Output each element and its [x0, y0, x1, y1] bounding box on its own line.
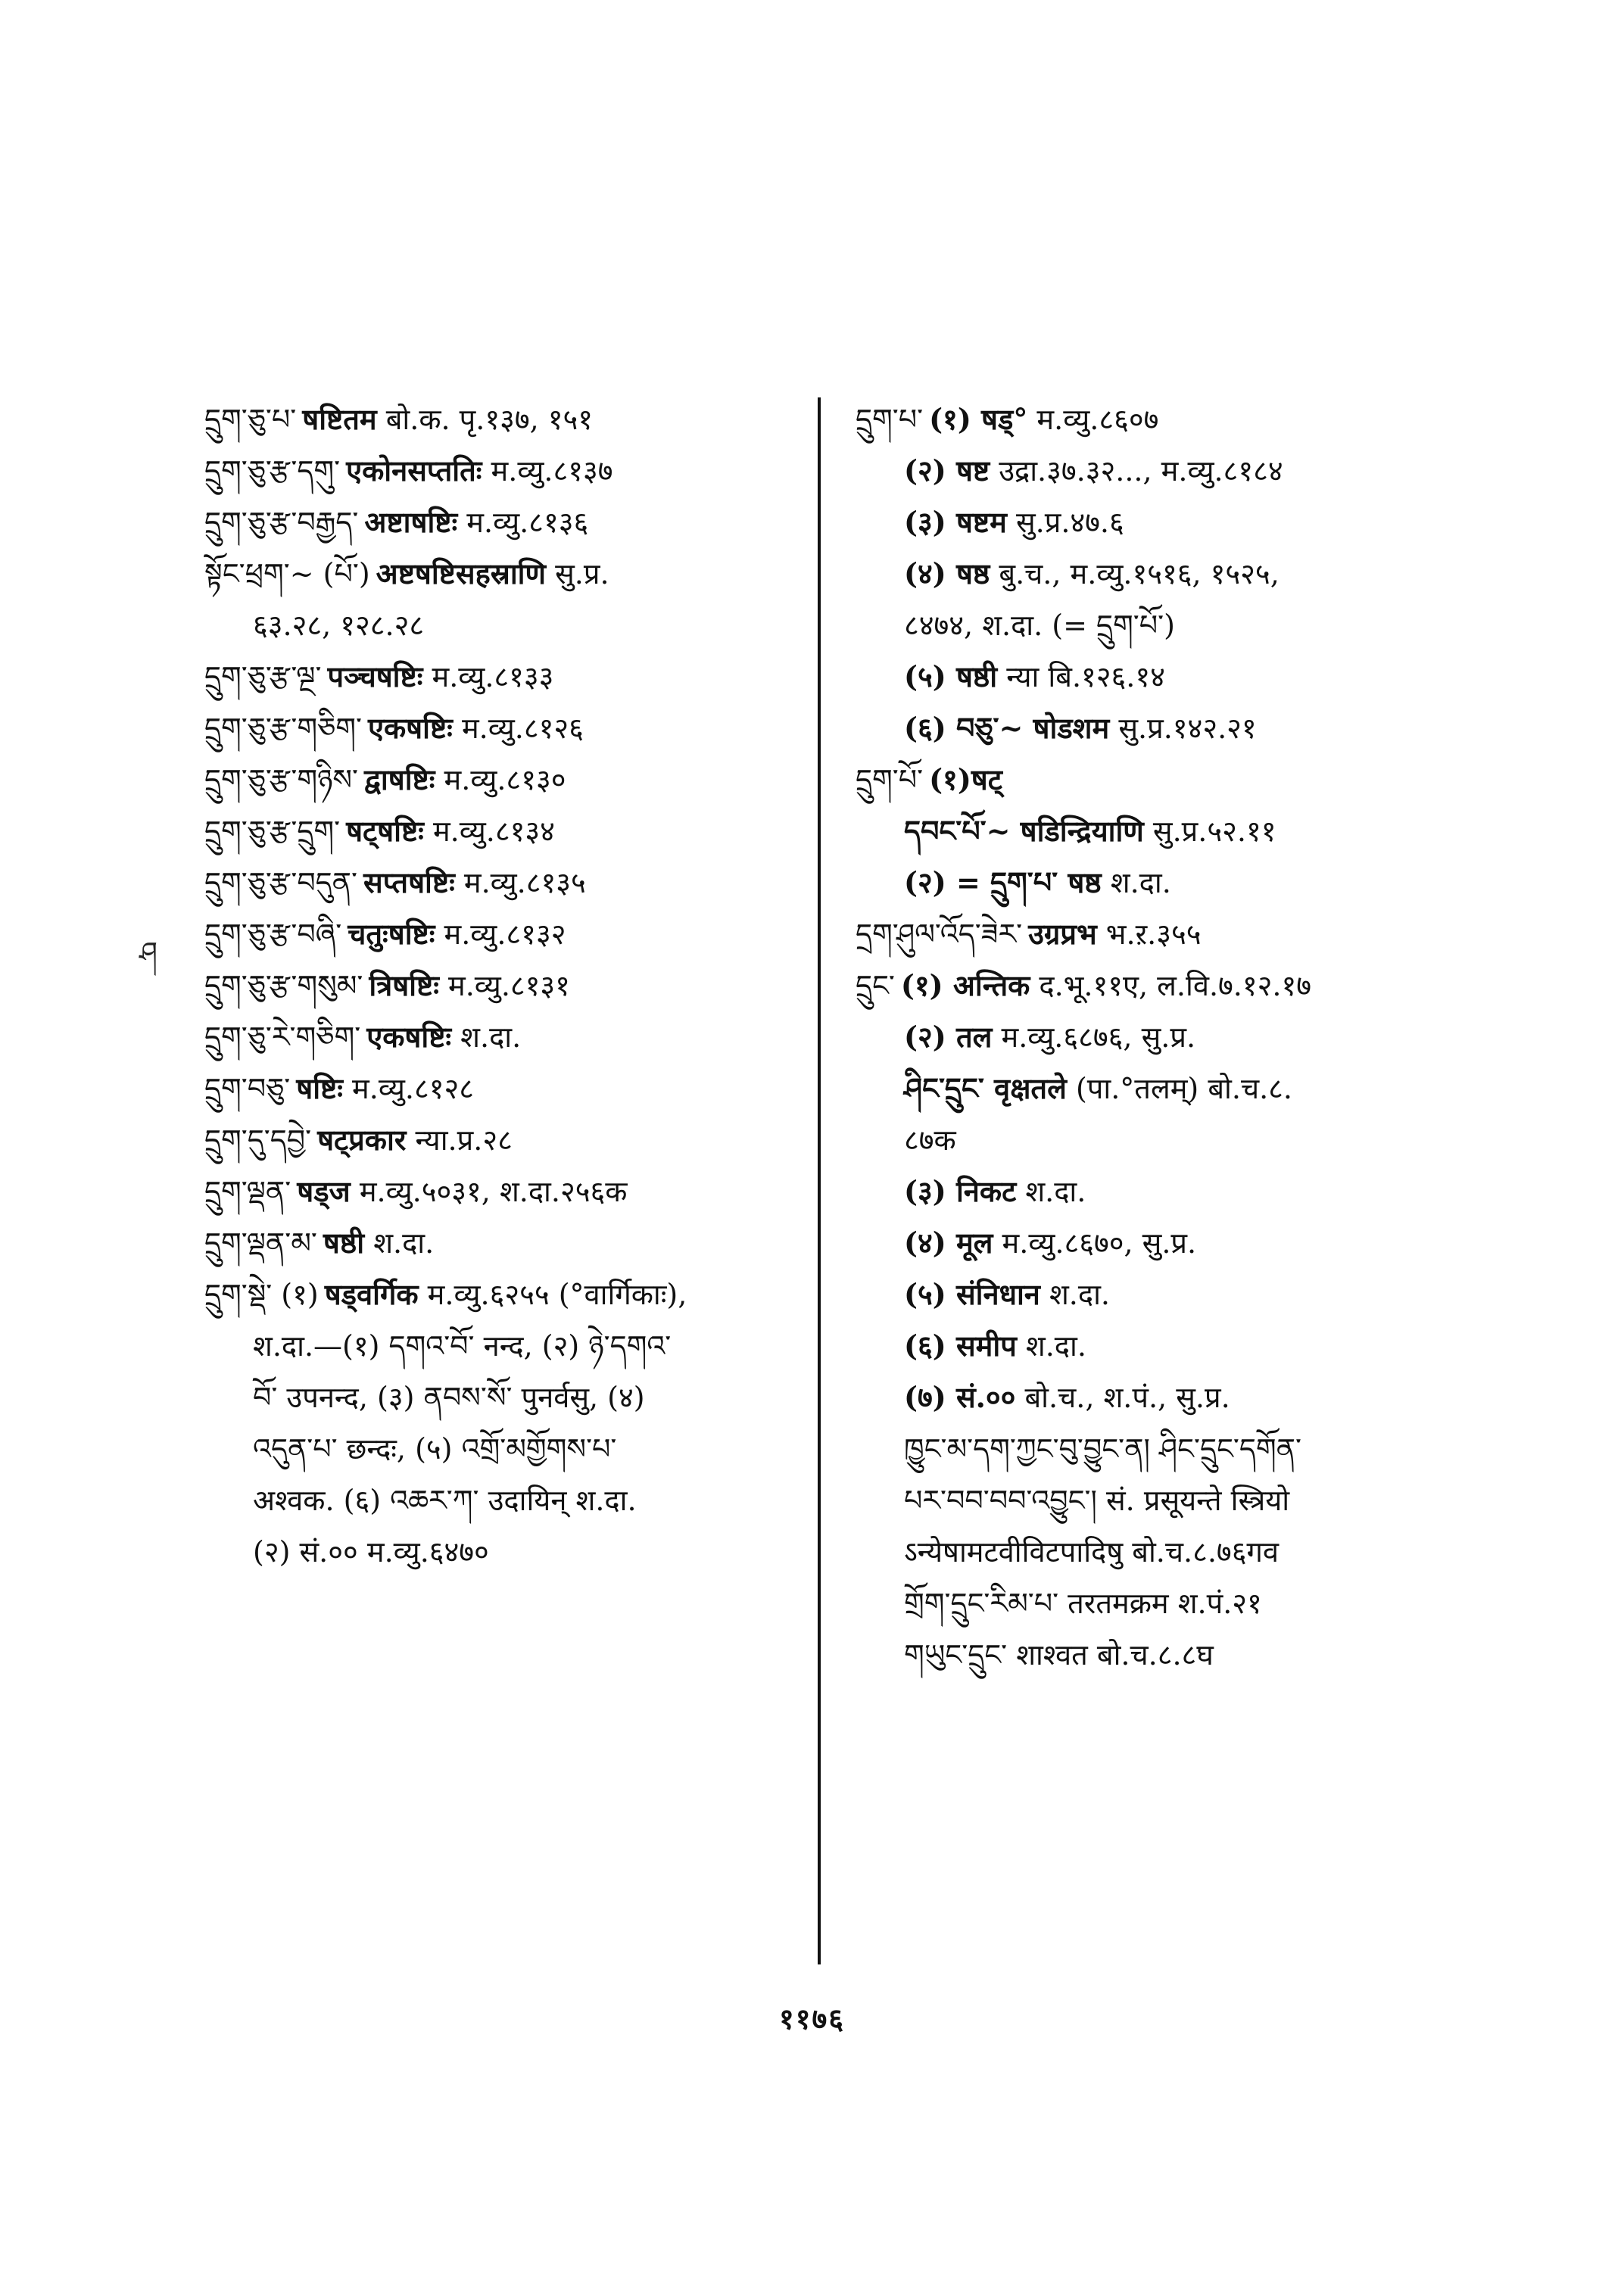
sanskrit-equivalent: एकषष्टिः: [366, 1020, 452, 1054]
dictionary-entry: [204, 1269, 803, 1320]
sanskrit-equivalent: (१) षड्°: [929, 402, 1028, 436]
reference: འདུན་པ་ छन्दः, (५) འགྲོ་མགྱོགས་པ་: [253, 1432, 617, 1466]
dictionary-entry: [204, 960, 803, 1011]
dictionary-entry: [204, 394, 803, 445]
reference: གྲོག་དྲུང་རིམ་པ་ तरतमक्रम श.पं.२१: [904, 1587, 1262, 1620]
dictionary-entry: [856, 1526, 1461, 1578]
right-column: [856, 394, 1461, 1681]
dictionary-entry: [856, 1217, 1461, 1269]
dictionary-entry: [856, 703, 1461, 754]
tibetan-headword: དྲུང་: [856, 969, 895, 1002]
sanskrit-equivalent: सप्तषष्टिः: [363, 865, 455, 899]
dictionary-entry: [204, 1166, 803, 1217]
dictionary-entry: [856, 1269, 1461, 1320]
tibetan-headword: དྲུག་ཅུ་རྩ་གཅིག་: [204, 712, 362, 745]
dictionary-entry: [204, 1063, 803, 1114]
reference: ऽन्येषामटवीविटपादिषु बो.च.८.७६गव: [904, 1535, 1279, 1569]
reference: न्या.प्र.२८: [415, 1123, 513, 1157]
dictionary-entry: [856, 1629, 1461, 1681]
reference: म.व्यु.८१३०: [444, 763, 566, 796]
reference: म.व्यु.८१३३: [432, 660, 554, 693]
reference: बु.च., म.व्यु.१५१६, १५२५,: [999, 557, 1280, 590]
reference: म.व्यु.८१३१: [447, 969, 570, 1002]
reference: म.व्यु.८१३५: [463, 866, 586, 899]
tibetan-headword: དྲུག་ཅུ་པ་: [204, 403, 297, 436]
reference: श.दा.: [1049, 1278, 1110, 1311]
dictionary-entry: [204, 1475, 803, 1526]
sanskrit-equivalent: ཤིང་དྲུང་ वृक्षतले: [904, 1071, 1067, 1105]
sanskrit-equivalent: षड्वर्गिक: [324, 1277, 419, 1311]
dictionary-entry: [856, 1423, 1461, 1475]
dictionary-entry: [856, 1320, 1461, 1372]
tibetan-headword: སྟོང་ཕྲག་~ (པོ་): [204, 557, 370, 590]
reference: म.व्यु.८१३४: [432, 815, 555, 848]
sanskrit-equivalent: (२) = དྲུག་པ་ षष्ठ: [904, 865, 1102, 899]
dictionary-entry: [204, 857, 803, 908]
dictionary-entry: [204, 1011, 803, 1063]
reference: म.व्यु.५०३१, श.दा.२५६क: [359, 1175, 628, 1208]
dictionary-entry: [204, 600, 803, 651]
sanskrit-equivalent: अष्टाषष्टिः: [364, 505, 458, 539]
dictionary-entry: [856, 548, 1461, 600]
reference: म.व्यु.८१३२: [444, 918, 566, 951]
reference: सु.प्र.१४२.२१: [1118, 712, 1257, 745]
reference: म.व्यु.८६७०, सु.प्र.: [1002, 1226, 1197, 1260]
tibetan-headword: དྲུག་ཅུ་རྩ་གསུམ་: [204, 969, 363, 1002]
sanskrit-equivalent: (५) षष्ठी: [904, 659, 998, 693]
sanskrit-equivalent: དབང་པོ་~ षडिन्द्रियाणि: [904, 814, 1144, 848]
sanskrit-equivalent: (३) षष्टम: [904, 505, 1007, 539]
reference: म.व्यु.८१३७: [491, 454, 613, 488]
dictionary-entry: [204, 1372, 803, 1423]
sanskrit-equivalent: षड्ज: [297, 1174, 351, 1208]
reference: (२) सं.०० म.व्यु.६४७०: [253, 1535, 489, 1569]
reference: श.दा.: [373, 1226, 435, 1260]
dictionary-entry: [204, 497, 803, 548]
tibetan-headword: དྲུག་སྡེ་ (१): [204, 1278, 319, 1311]
reference: म.व्यु.६२५५ (°वार्गिकाः),: [427, 1278, 687, 1311]
tibetan-headword: དྲུག་ཅུ་རྩ་གཉིས་: [204, 763, 359, 796]
reference: सु.प्र.४७.६: [1015, 506, 1124, 539]
reference: श.दा.—(१) དགའ་བོ་ नन्द, (२) ཉེ་དགའ་: [253, 1329, 672, 1363]
sanskrit-equivalent: (४) मूल: [904, 1226, 993, 1260]
dictionary-entry: [204, 908, 803, 960]
tibetan-headword: དྲུག་བཅུ་: [204, 1072, 291, 1105]
reference: म.व्यु.८१२६: [461, 712, 584, 745]
reference: भ.ऱ.३५५: [1105, 918, 1202, 951]
reference: ८७क: [904, 1123, 956, 1157]
sanskrit-equivalent: द्वाषष्टिः: [364, 762, 435, 796]
left-column: [204, 394, 803, 1578]
sanskrit-equivalent: एकोनसप्ततिः: [346, 453, 482, 488]
dictionary-entry: [856, 497, 1461, 548]
tibetan-headword: དྲུག་པོ་: [856, 763, 924, 796]
sanskrit-equivalent: एकषष्टिः: [367, 711, 453, 745]
reference: म.व्यु.८६०७: [1036, 403, 1159, 436]
tibetan-headword: དྲག་ཤུལ་འོད་ཟེར་: [856, 918, 1023, 951]
tibetan-headword: དྲུག་ཅུ་རྩ་ལྔ་: [204, 660, 322, 693]
dictionary-entry: [204, 805, 803, 857]
tibetan-headword: དྲུག་ཅུ་རྩ་དགུ་: [204, 454, 341, 488]
dictionary-entry: [204, 754, 803, 805]
sanskrit-equivalent: अष्टषष्टिसहस्राणि: [376, 556, 546, 590]
tibetan-headword: དྲུག་ཅུ་རེ་གཅིག་: [204, 1020, 361, 1054]
dictionary-entry: [856, 857, 1461, 908]
tibetan-headword: དྲུག་ལྡན་: [204, 1175, 291, 1208]
reference: བོ་ उपनन्द, (३) ནབས་སོ་ पुनर्वसु, (४): [253, 1381, 645, 1414]
sanskrit-equivalent: पञ्चषष्टिः: [327, 659, 423, 693]
sanskrit-equivalent: (६) བཅུ་~ षोडशम: [904, 711, 1110, 745]
reference: श.दा.: [460, 1020, 522, 1054]
reference: म.व्यु.६८७६, सु.प्र.: [1001, 1020, 1196, 1054]
tibetan-headword: དྲུག་ཅུ་རྩ་བདུན་: [204, 866, 358, 899]
reference: न्या बि.१२६.१४: [1006, 660, 1165, 693]
tibetan-headword: དྲུག་ཅུ་རྩ་དྲུག་: [204, 815, 341, 848]
tibetan-headword: དྲུག་ལྡན་མ་: [204, 1226, 317, 1260]
dictionary-entry: [856, 445, 1461, 497]
sanskrit-equivalent: (७) सं.००: [904, 1380, 1016, 1414]
reference: म.व्यु.८१२८: [352, 1072, 474, 1105]
dictionary-entry: [856, 805, 1461, 857]
dictionary-entry: [204, 1114, 803, 1166]
tibetan-headword: དྲུག་ཅུ་རྩ་བཞི་: [204, 918, 342, 951]
margin-mark: ཤ: [139, 936, 155, 969]
tibetan-headword: དྲུག་པ་: [856, 403, 924, 436]
page-number: ११७६: [778, 2002, 846, 2036]
reference: (पा.°तलम्) बो.च.८.: [1075, 1072, 1293, 1105]
dictionary-entry: [204, 651, 803, 703]
sanskrit-equivalent: षष्टितम: [302, 402, 377, 436]
dictionary-entry: [856, 1475, 1461, 1526]
dictionary-entry: [856, 1063, 1461, 1114]
dictionary-entry: [204, 1320, 803, 1372]
sanskrit-equivalent: त्रिषष्टिः: [369, 968, 439, 1002]
sanskrit-equivalent: (१)षट्: [929, 762, 1002, 796]
dictionary-entry: [856, 394, 1461, 445]
sanskrit-equivalent: उग्रप्रभ: [1028, 917, 1097, 951]
dictionary-entry: [204, 1217, 803, 1269]
sanskrit-equivalent: षट्प्रकार: [317, 1123, 407, 1157]
reference: श.दा.: [1025, 1175, 1086, 1208]
sanskrit-equivalent: (६) समीप: [904, 1329, 1017, 1363]
dictionary-entry: [856, 960, 1461, 1011]
dictionary-entry: [856, 1372, 1461, 1423]
column-divider: [818, 397, 821, 1964]
sanskrit-equivalent: षट्षष्टिः: [346, 814, 424, 848]
dictionary-entry: [204, 703, 803, 754]
dictionary-entry: [856, 651, 1461, 703]
sanskrit-equivalent: (२) षष्ट: [904, 453, 990, 488]
dictionary-entry: [204, 445, 803, 497]
reference: बो.च., श.पं., सु.प्र.: [1024, 1381, 1230, 1414]
reference: द.भू.११ए, ल.वि.७.१२.१७: [1039, 969, 1311, 1002]
dictionary-entry: [856, 1166, 1461, 1217]
reference: གཡུང་དྲུང་ शाश्वत बो.च.८.८घ: [904, 1638, 1214, 1671]
reference: ६३.२८, १२८.२८: [253, 609, 425, 642]
reference: श.दा.: [1110, 866, 1171, 899]
sanskrit-equivalent: (२) तल: [904, 1020, 993, 1054]
reference: म.व्यु.८१३६: [466, 506, 589, 539]
dictionary-entry: [856, 600, 1461, 651]
reference: उद्रा.३७.३२..., म.व्यु.८१८४: [999, 454, 1283, 488]
reference: अश्वक. (६) འཆར་ཀ་ उदायिन् श.दा.: [253, 1484, 637, 1517]
dictionary-entry: [204, 1526, 803, 1578]
sanskrit-equivalent: षष्ठी: [323, 1226, 365, 1260]
dictionary-entry: [856, 1114, 1461, 1166]
dictionary-entry: [204, 1423, 803, 1475]
reference: པར་བབ་བབ་འབྱུང་། सं. प्रसूयन्ते स्त्रियो: [904, 1484, 1290, 1517]
sanskrit-equivalent: (४) षष्ठ: [904, 556, 990, 590]
dictionary-entry: [856, 908, 1461, 960]
sanskrit-equivalent: षष्टिः: [296, 1071, 343, 1105]
reference: ཁྱུང་མ་དག་ཀྱང་བུ་བྱུང་ན། ཤིང་དྲུང་དགོན་: [904, 1432, 1301, 1466]
reference: ८४७४, श.दा. (= དྲུག་པོ་): [904, 609, 1175, 642]
reference: बो.क. पृ.१३७, १५१: [385, 403, 594, 436]
tibetan-headword: དྲུག་ཅུ་རྩ་བརྒྱད་: [204, 506, 359, 539]
sanskrit-equivalent: चतुःषष्टिः: [348, 917, 435, 951]
dictionary-entry: [856, 1011, 1461, 1063]
dictionary-entry: [856, 1578, 1461, 1629]
tibetan-headword: དྲུག་དུ་དབྱེ་: [204, 1123, 312, 1157]
dictionary-entry: [856, 754, 1461, 805]
sanskrit-equivalent: (१) अन्तिक: [900, 968, 1030, 1002]
reference: श.दा.: [1025, 1329, 1086, 1363]
reference: सु.प्र.: [555, 557, 609, 590]
sanskrit-equivalent: (५) संनिधान: [904, 1277, 1040, 1311]
reference: सु.प्र.५२.११: [1152, 815, 1276, 848]
sanskrit-equivalent: (३) निकट: [904, 1174, 1017, 1208]
dictionary-entry: [204, 548, 803, 600]
